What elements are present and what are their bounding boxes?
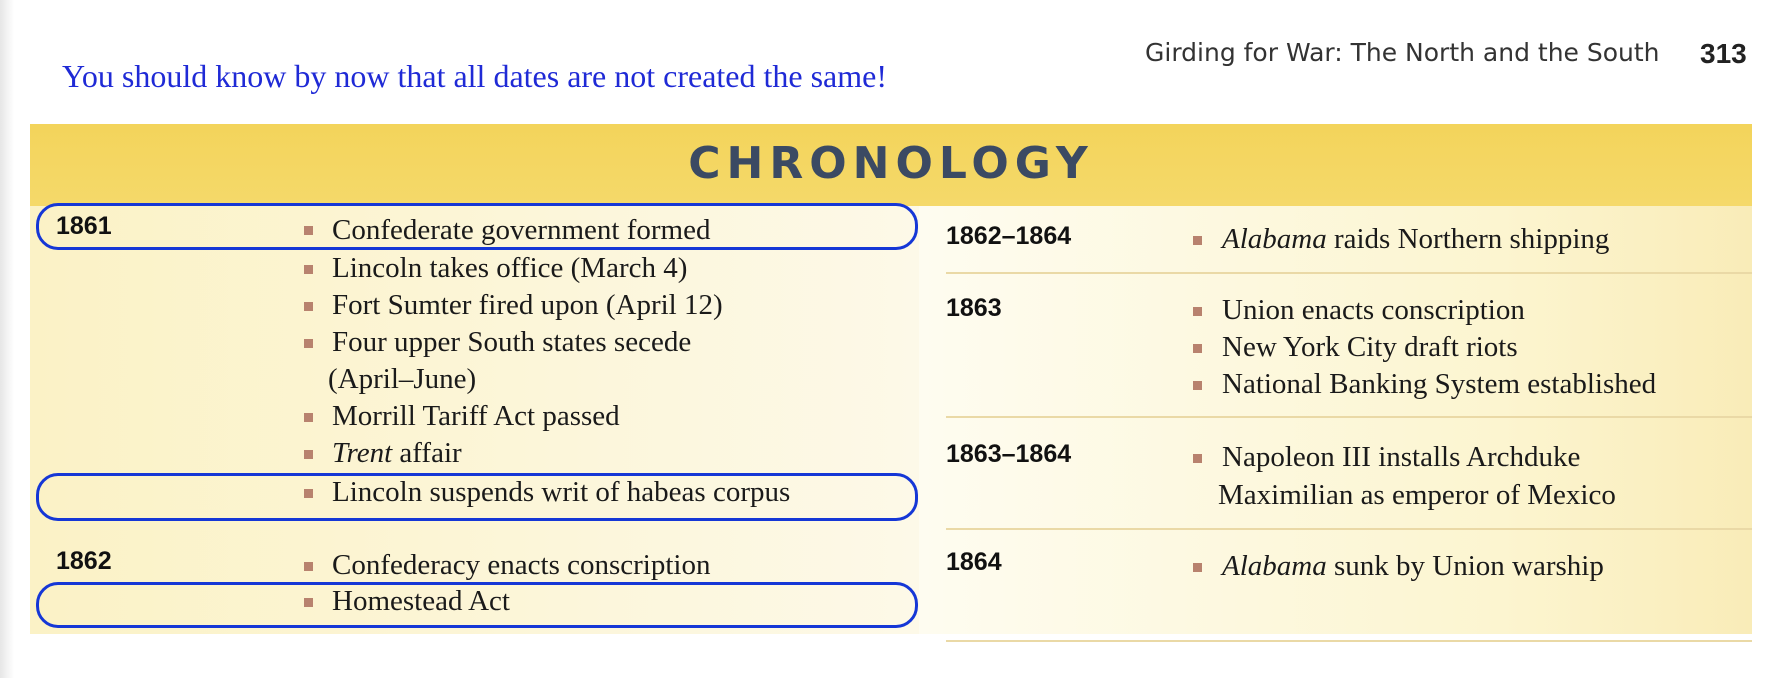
page-edge-shadow — [0, 0, 14, 678]
event-morrill-tariff: Morrill Tariff Act passed — [332, 400, 620, 432]
ship-name-trent: Trent — [332, 437, 393, 469]
event-national-banking-system: National Banking System established — [1222, 368, 1657, 400]
year-1861: 1861 — [56, 212, 112, 240]
ship-name-alabama: Alabama — [1222, 223, 1327, 255]
event-fort-sumter: Fort Sumter fired upon (April 12) — [332, 289, 723, 321]
page-number: 313 — [1700, 38, 1747, 69]
ship-name-alabama: Alabama — [1222, 550, 1327, 582]
bullet-icon — [1193, 563, 1202, 572]
bullet-icon — [1193, 381, 1202, 390]
bullet-icon — [304, 302, 313, 311]
event-union-conscription: Union enacts conscription — [1222, 294, 1525, 326]
running-head: Girding for War: The North and the South — [1145, 38, 1660, 67]
row-divider — [946, 416, 1752, 418]
trent-affair-suffix: affair — [392, 437, 462, 469]
event-maximilian: Maximilian as emperor of Mexico — [1218, 479, 1616, 511]
event-lincoln-takes-office: Lincoln takes office (March 4) — [332, 252, 688, 284]
bullet-icon — [304, 413, 313, 422]
bullet-icon — [1193, 307, 1202, 316]
year-1862-1864: 1862–1864 — [946, 222, 1072, 250]
bullet-icon — [304, 450, 313, 459]
event-trent-affair — [332, 437, 462, 470]
event-confederacy-conscription: Confederacy enacts conscription — [332, 549, 711, 581]
alabama-sunk-suffix: sunk by Union warship — [1326, 550, 1604, 582]
handwritten-annotation: You should know by now that all dates are not created the same! — [62, 58, 887, 94]
row-divider — [946, 528, 1752, 530]
year-1864: 1864 — [946, 548, 1002, 576]
bullet-icon — [1193, 454, 1202, 463]
bullet-icon — [1193, 236, 1202, 245]
alabama-raids-suffix: raids Northern shipping — [1326, 223, 1610, 255]
event-nyc-draft-riots: New York City draft riots — [1222, 331, 1518, 363]
year-1863-1864: 1863–1864 — [946, 440, 1072, 468]
highlight-circle-homestead-act — [36, 582, 918, 628]
highlight-circle-1861 — [36, 203, 918, 250]
bullet-icon — [304, 265, 313, 274]
bullet-icon — [1193, 344, 1202, 353]
event-alabama-raids — [1222, 223, 1609, 256]
event-habeas-corpus: Lincoln suspends writ of habeas corpus — [332, 476, 791, 508]
event-alabama-sunk — [1222, 550, 1604, 583]
chronology-title: CHRONOLOGY — [688, 138, 1094, 189]
bullet-icon — [304, 339, 313, 348]
row-divider — [946, 272, 1752, 274]
chronology-header — [30, 124, 1752, 206]
highlight-circle-habeas-corpus — [36, 473, 918, 521]
event-homestead-act: Homestead Act — [332, 585, 510, 617]
bullet-icon — [304, 562, 313, 571]
row-divider — [946, 640, 1752, 642]
event-napoleon-iii: Napoleon III installs Archduke — [1222, 441, 1581, 473]
event-confederate-government-formed: Confederate government formed — [332, 214, 711, 246]
event-upper-south-secede-dates: (April–June) — [328, 363, 477, 395]
event-upper-south-secede: Four upper South states secede — [332, 326, 692, 358]
year-1862: 1862 — [56, 547, 112, 575]
year-1863: 1863 — [946, 294, 1002, 322]
